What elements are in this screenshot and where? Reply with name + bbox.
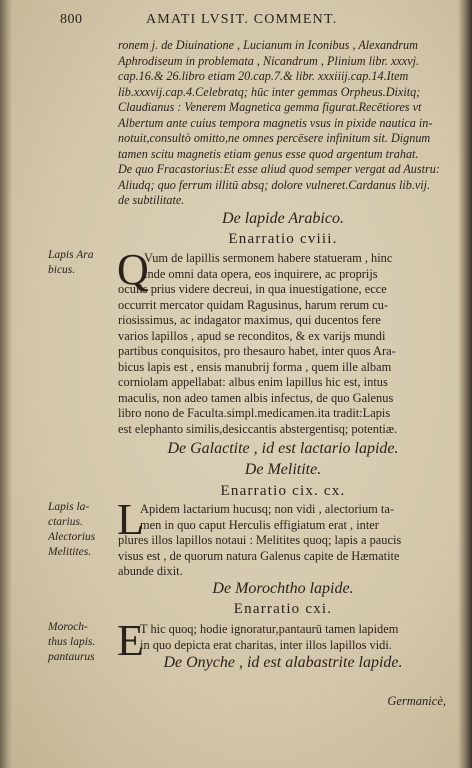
drop-cap-q: Q <box>117 245 149 294</box>
text-line: cap.16.& 26.libro etiam 20.cap.7.& libr. xxxiiij.cap.14.Item <box>118 69 409 83</box>
text-line: lib.xxxvij.cap.4.Celebratq; hūc inter gemmas Orpheus.Dixitq; <box>118 84 421 99</box>
drop-cap-e: E <box>117 616 144 665</box>
text-line: Vum de lapillis sermonem habere statueram , hinc <box>144 251 393 265</box>
text-line: Apidem lactarium hucusq; non vidi , alectorium ta- <box>140 502 394 516</box>
page-gutter-shadow <box>0 0 12 768</box>
section-title-arabico: De lapide Arabico. <box>222 210 344 227</box>
text-line: Albertum ante cuius tempora magnetis vsus in pixide nautica in- <box>118 115 433 130</box>
text-line: Aliudq; quo ferrum illitū absq; dolore vulneret.Cardanus lib.vij. <box>118 177 431 192</box>
text-line: in quo depicta erat charitas, inter illos lapillos vidi. <box>140 637 392 652</box>
section-title-galactite: De Galactite , id est lactario lapide. <box>167 440 399 457</box>
catchword: Germanicè, <box>387 694 446 708</box>
margin-line: pantaurus <box>48 651 95 663</box>
margin-note-galactite <box>48 500 114 560</box>
text-line: occurrit mercator quidam Ragusinus, harum rerum cu- <box>118 297 389 312</box>
page-number: 800 <box>60 12 83 27</box>
enarratio-heading-cxi: Enarratio cxi. <box>233 601 333 617</box>
intro-paragraph <box>118 38 448 209</box>
text-line: T hic quoq; hodie ignoratur,pantaurū tamen lapidem <box>140 622 399 636</box>
margin-line: Melitites. <box>48 546 92 558</box>
section-title-melitite: De Melitite. <box>244 461 322 478</box>
margin-note-arabico <box>48 248 114 278</box>
text-line: varios lapillos , apud se reconditos, & ex varijs mundi <box>118 328 386 343</box>
margin-line: bicus. <box>48 264 76 276</box>
text-line: riosissimus, ac indagator maximus, qui ducentos fere <box>118 313 381 327</box>
text-line: abunde dixit. <box>118 564 183 578</box>
text-line: ronem j. de Diuinatione , Lucianum in Iconibus , Alexandrum <box>118 38 418 52</box>
running-head: AMATI LVSIT. COMMENT. <box>146 12 338 27</box>
text-line: Aphrodiseum in problemata , Nicandrum , Plinium libr. xxxvj. <box>118 53 420 68</box>
paragraph-morochtho <box>118 622 448 653</box>
text-line: tamen scitu magnetis etiam genus esse quod argentum trahat. <box>118 146 419 161</box>
text-line: plures illos lapillos notaui : Melitites quoq; lapis a paucis <box>118 533 402 547</box>
section-title-morochtho: De Morochtho lapide. <box>212 580 354 597</box>
text-line: Claudianus : Venerem Magnetica gemma figurat.Recētiores vt <box>118 100 422 114</box>
text-line: corniolam appellabat: albus enim lapillus hic est, intus <box>118 375 388 389</box>
margin-line: ctarius. <box>48 516 83 528</box>
margin-line: thus lapis. <box>48 636 96 648</box>
text-line: est elephanto similis,desiccantis abstergentisq; potentiæ. <box>118 421 398 436</box>
margin-line: Alectorius <box>48 531 96 543</box>
paragraph-arabico <box>117 245 448 437</box>
enarratio-heading-cviii: Enarratio cviii. <box>228 231 338 247</box>
enarratio-heading-cix-cx: Enarratio cix. cx. <box>220 483 346 499</box>
page-edge-shadow <box>458 0 472 768</box>
page-header <box>60 12 452 34</box>
text-line: libro nono de Faculta.simpl.medicamen.ita tradit:Lapis <box>118 406 391 420</box>
section-title-onyche: De Onyche , id est alabastrite lapide. <box>163 654 403 671</box>
paragraph-galactite <box>117 495 448 580</box>
text-line: De quo Fracastorius:Et esse aliud quod semper vergat ad Austru: <box>118 162 440 176</box>
margin-note-morochtho <box>48 620 114 665</box>
text-line: visus est , de quorum natura Galenus capite de Hæmatite <box>118 548 400 563</box>
text-line: maculis, non adeo tamen albis infectus, de quo Galenus <box>118 390 394 405</box>
text-line: men in quo caput Herculis effigiatum erat , inter <box>140 517 379 532</box>
text-line: de subtilitate. <box>118 193 185 207</box>
text-line: bicus lapis est , ensis manubrij forma , quem ille albam <box>118 359 392 374</box>
margin-line: Lapis la- <box>48 501 90 513</box>
text-line: oculis prius videre decreui, in qua inuestigatione, ecce <box>118 282 387 296</box>
margin-line: Lapis Ara <box>48 249 94 261</box>
margin-line: Moroch- <box>48 621 88 633</box>
text-line: inde omni data opera, eos inquirere, ac proprijs <box>144 266 378 281</box>
drop-cap-l: L <box>117 495 144 544</box>
text-line: partibus conquisitos, pro thesauro habet, inter quos Ara- <box>118 344 396 358</box>
text-line: notuit,consultò omitto,ne omnes percēsere infinitum sit. Dignum <box>118 131 431 145</box>
